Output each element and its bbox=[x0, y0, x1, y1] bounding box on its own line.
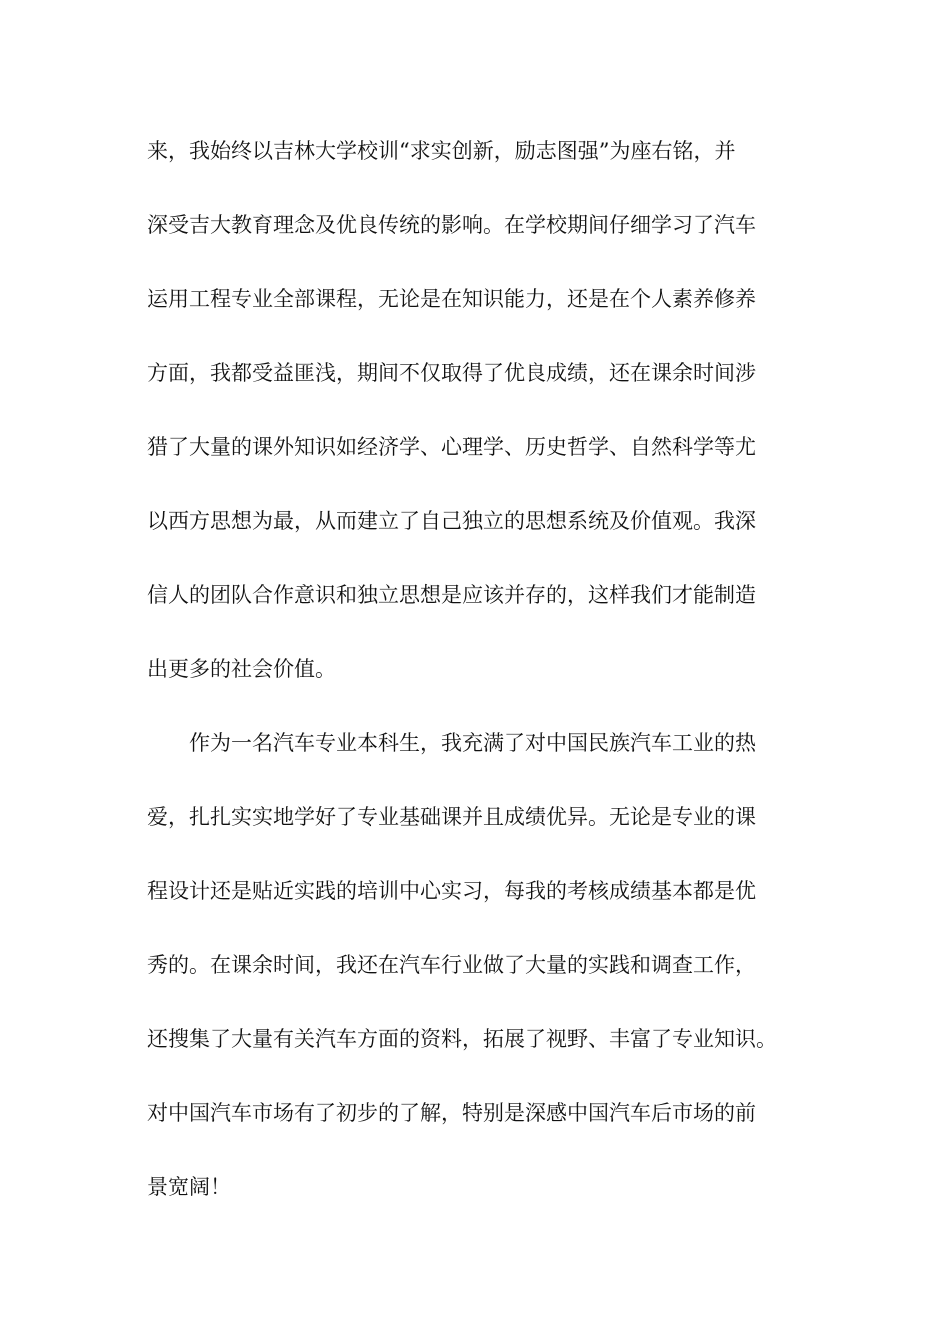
text-line: 方面，我都受益匪浅，期间不仅取得了优良成绩，还在课余时间涉 bbox=[147, 361, 756, 385]
text-line: 出更多的社会价值。 bbox=[147, 657, 336, 681]
text-line: 运用工程专业全部课程，无论是在知识能力，还是在个人素养修养 bbox=[147, 287, 756, 311]
text-line: 深受吉大教育理念及优良传统的影响。在学校期间仔细学习了汽车 bbox=[147, 213, 756, 237]
text-line: 以西方思想为最，从而建立了自己独立的思想系统及价值观。我深 bbox=[147, 509, 756, 533]
document-body bbox=[147, 133, 827, 1243]
text-line: 爱，扎扎实实地学好了专业基础课并且成绩优异。无论是专业的课 bbox=[147, 805, 756, 829]
text-line: 信人的团队合作意识和独立思想是应该并存的，这样我们才能制造 bbox=[147, 583, 756, 607]
text-line: 对中国汽车市场有了初步的了解，特别是深感中国汽车后市场的前 bbox=[147, 1101, 756, 1125]
text-line: 秀的。在课余时间，我还在汽车行业做了大量的实践和调查工作， bbox=[147, 953, 756, 977]
text-line: 景宽阔！ bbox=[147, 1175, 231, 1199]
text-line: 程设计还是贴近实践的培训中心实习，每我的考核成绩基本都是优 bbox=[147, 879, 756, 903]
text-line: 还搜集了大量有关汽车方面的资料，拓展了视野、丰富了专业知识。 bbox=[147, 1027, 777, 1051]
text-line: 来，我始终以吉林大学校训“求实创新，励志图强”为座右铭，并 bbox=[147, 139, 736, 163]
text-line: 作为一名汽车专业本科生，我充满了对中国民族汽车工业的热 bbox=[189, 731, 756, 755]
text-line: 猎了大量的课外知识如经济学、心理学、历史哲学、自然科学等尤 bbox=[147, 435, 756, 459]
